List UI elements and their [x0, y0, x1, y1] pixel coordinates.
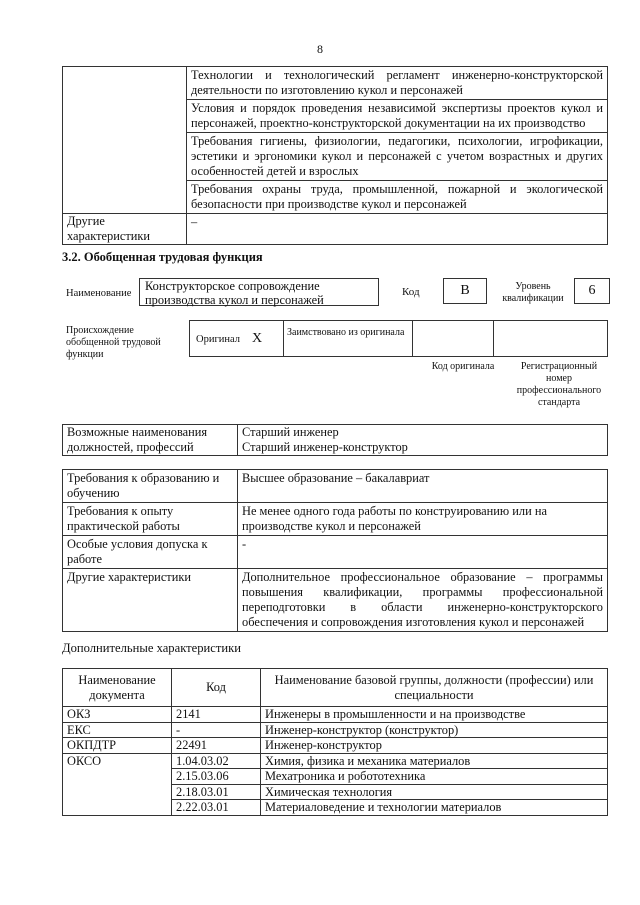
function-name: Конструкторское сопровождение производства кукол и персонажей [139, 278, 379, 306]
table-cell: Требования охраны труда, промышленной, пожарной и экологической безопасности при производстве кукол и персонажей [187, 181, 608, 214]
table-row [63, 133, 608, 181]
section-title: 3.2. Обобщенная трудовая функция [62, 250, 263, 264]
name-cell: Химическая технология [261, 784, 608, 800]
table-row [63, 214, 608, 245]
header-doc: Наименование документа [63, 669, 172, 707]
name-cell: Химия, физика и механика материалов [261, 753, 608, 769]
doc-cell: ОКПДТР [63, 738, 172, 754]
reg-number-label: Регистрационный номер профессионального стандарта [516, 361, 602, 408]
table-row [63, 707, 608, 723]
additional-table [62, 668, 608, 816]
origin-label: Происхождение обобщенной трудовой функции [66, 325, 161, 360]
code-cell: - [172, 722, 261, 738]
table-row [63, 470, 608, 503]
code-value: B [443, 278, 487, 304]
header-name: Наименование базовой группы, должности (профессии) или специальности [261, 669, 608, 707]
table-row [63, 722, 608, 738]
name-cell: Инженер-конструктор (конструктор) [261, 722, 608, 738]
table-cell: Технологии и технологический регламент инженерно-конструкторской деятельности по изготовлению кукол и персонажей [187, 67, 608, 100]
original-mark: X [252, 331, 263, 346]
original-label: Оригинал [196, 334, 240, 345]
req-label: Особые условия допуска к работе [63, 536, 238, 569]
position-item: Старший инженер-конструктор [242, 440, 408, 454]
table-row [63, 67, 608, 100]
req-value: Не менее одного года работы по конструированию или на производстве кукол и персонажей [238, 503, 608, 536]
doc-cell: ОКЗ [63, 707, 172, 723]
doc-cell: ЕКС [63, 722, 172, 738]
table-cell: Требования гигиены, физиологии, педагогики, психологии, игрофикации, эстетики и эргономики кукол и персонажей с учетом возрастных и других особенностей детей и взрослых [187, 133, 608, 181]
code-cell: 2.15.03.06 [172, 769, 261, 785]
code-label: Код [402, 286, 420, 298]
level-label: Уровень квалификации [502, 281, 564, 304]
req-value: - [238, 536, 608, 569]
req-label: Другие характеристики [63, 569, 238, 632]
req-label: Требования к опыту практической работы [63, 503, 238, 536]
table-row [63, 503, 608, 536]
header-code: Код [172, 669, 261, 707]
req-label: Требования к образованию и обучению [63, 470, 238, 503]
requirements-table [62, 469, 608, 632]
origin-box [189, 320, 608, 357]
page-number: 8 [317, 42, 323, 56]
req-value: Высшее образование – бакалавриат [238, 470, 608, 503]
table-row [63, 181, 608, 214]
table-header-row [63, 669, 608, 707]
table-row [63, 425, 608, 456]
name-cell: Материаловедение и технологии материалов [261, 800, 608, 816]
code-cell: 2141 [172, 707, 261, 723]
code-cell: 22491 [172, 738, 261, 754]
code-cell: 2.22.03.01 [172, 800, 261, 816]
table-row [63, 569, 608, 632]
name-cell: Мехатроника и робототехника [261, 769, 608, 785]
code-cell: 1.04.03.02 [172, 753, 261, 769]
table-row [63, 738, 608, 754]
code-cell: 2.18.03.01 [172, 784, 261, 800]
knowledge-table [62, 66, 608, 245]
name-label: Наименование [66, 288, 132, 299]
table-row [63, 536, 608, 569]
table-cell: Условия и порядок проведения независимой экспертизы проектов кукол и персонажей, проектно-конструкторской документации на их производство [187, 100, 608, 133]
positions-label: Возможные наименования должностей, профессий [63, 425, 238, 456]
additional-title: Дополнительные характеристики [62, 641, 241, 655]
table-row [63, 100, 608, 133]
code-original-label: Код оригинала [431, 361, 495, 372]
req-value: Дополнительное профессиональное образование – программы повышения квалификации, программы профессиональной переподготовки в области инженерно-конструкторского обеспечения и сопровождения изготовления кукол и персонажей [238, 569, 608, 632]
other-characteristics-label: Другие характеристики [63, 214, 187, 245]
doc-cell: ОКСО [63, 753, 172, 815]
positions-table [62, 424, 608, 456]
borrowed-label: Заимствовано из оригинала [287, 327, 405, 338]
other-characteristics-value: – [187, 214, 608, 245]
position-item: Старший инженер [242, 425, 339, 439]
name-cell: Инженер-конструктор [261, 738, 608, 754]
level-value: 6 [574, 278, 610, 304]
table-row [63, 753, 608, 769]
name-cell: Инженеры в промышленности и на производстве [261, 707, 608, 723]
